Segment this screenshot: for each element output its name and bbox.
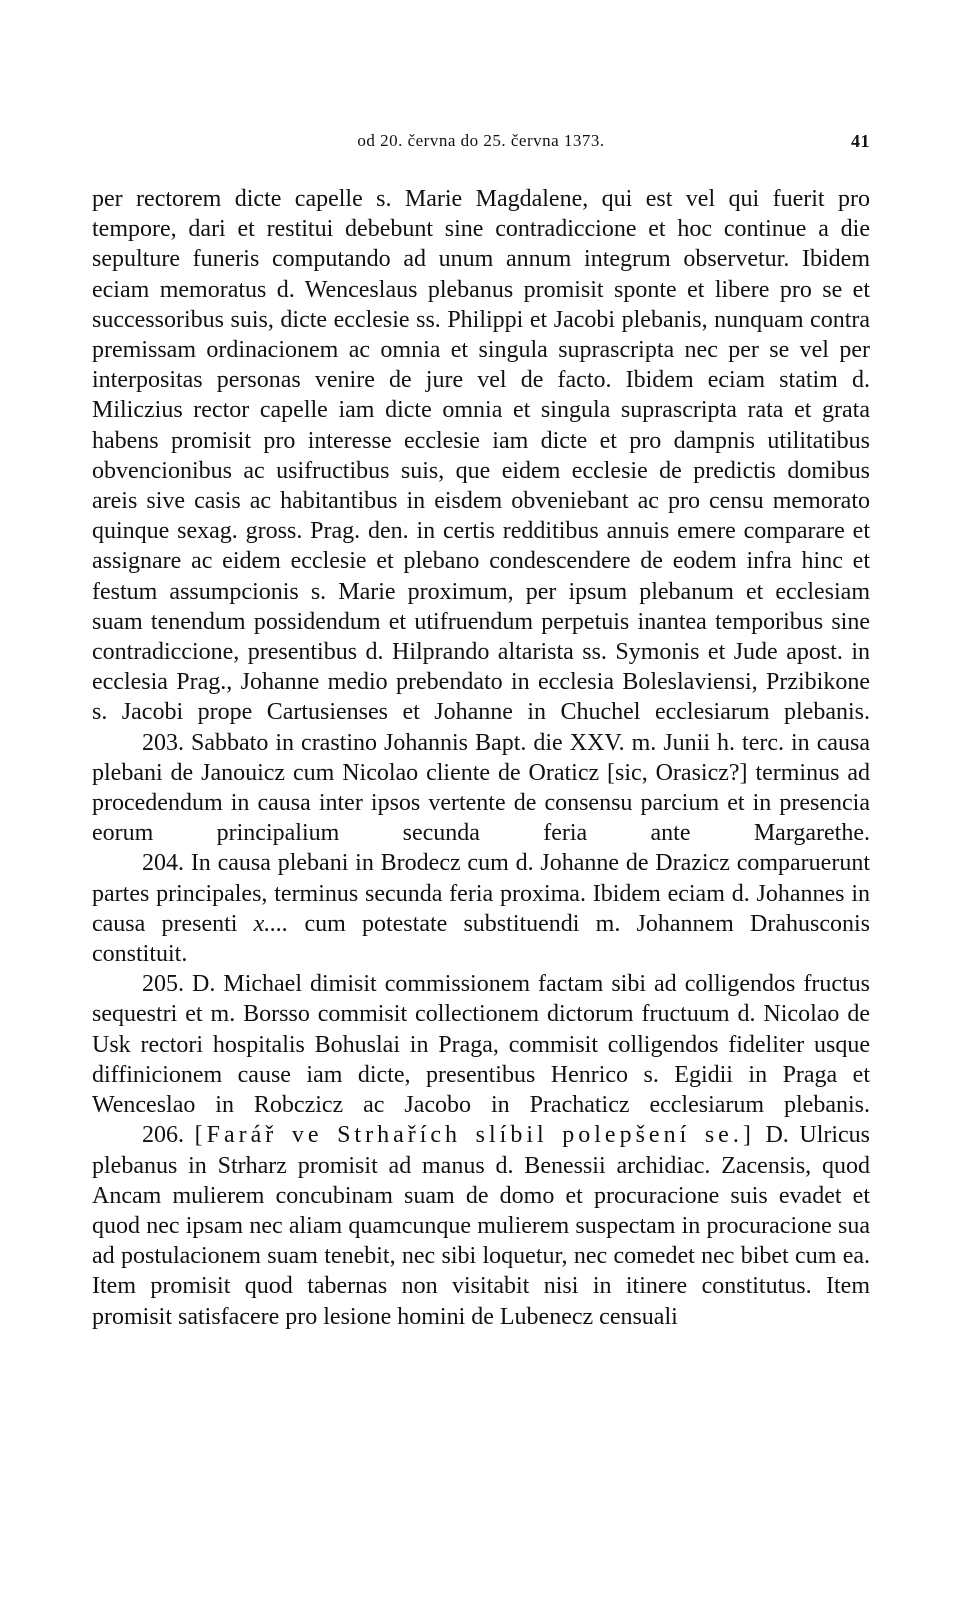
paragraph-text: Sabbato in crastino Johannis Bapt. die XXV. m. Junii h. terc. in causa plebani de Janouicz cum Nicolao cliente de Oraticz [sic, Orasicz?] terminus ad procedendum in causa inter ipsos vertente de consensu parcium et in presencia eorum principalium secunda feria ante Margarethe. — [92, 729, 870, 847]
paragraph-text: D. Michael dimisit commissionem factam sibi ad colligendos fructus sequestri et m. Borsso commisit collectionem dictorum fructuum d. Nicolao de Usk rectori hospitalis Bohuslai in Praga, commisit colligendos fideliter usque diffinicionem cause iam dicte, presentibus Henrico s. Egidii in Praga et Wenceslao in Robczicz ac Jacobo in Prachaticz ecclesiarum plebanis. — [92, 971, 871, 1119]
paragraph-number: 204. — [142, 850, 184, 877]
paragraph-text: In causa plebani in Brodecz cum d. Johanne de Drazicz comparuerunt partes principales, terminus secunda feria proxima. Ibidem eciam d. Johannes in causa presenti — [92, 850, 870, 937]
paragraph-text-continued: cum potestate substituendi m. Johannem Drahusconis constituit. — [92, 910, 870, 968]
body-text — [92, 184, 870, 1332]
paragraph-204 — [92, 848, 870, 969]
paragraph-205 — [92, 969, 870, 1120]
running-header — [92, 131, 870, 157]
omission-symbol: x.... — [253, 910, 289, 937]
paragraph-number: 203. — [142, 729, 184, 756]
paragraph-number: 206. — [142, 1122, 184, 1149]
running-title: od 20. června do 25. června 1373. — [357, 131, 605, 150]
paragraph-203 — [92, 728, 870, 849]
page-number: 41 — [851, 131, 870, 151]
paragraph-text: D. Ulricus plebanus in Strharz promisit ad manus d. Benessii archidiac. Zacensis, quod Ancam mulierem concubinam suam de domo et procuracione suis evadet et quod nec ipsam nec aliam quamcunque mulierem suspectam in procuracione sua ad postulacionem suam tenebit, nec sibi loquetur, nec comedet nec bibet cum ea. Item promisit quod tabernas non visitabit nisi in itinere constitutus. Item promisit satisfacere pro lesione homini de Lubenecz censuali — [92, 1122, 871, 1330]
paragraph-heading: [Farář ve Strhařích slíbil polepšení se.] — [194, 1122, 755, 1149]
paragraph-continuation — [92, 184, 870, 728]
paragraph-number: 205. — [142, 971, 184, 998]
paragraph-206 — [92, 1120, 870, 1331]
paragraph-text: per rectorem dicte capelle s. Marie Magdalene, qui est vel qui fuerit pro tempore, dari et restitui debebunt sine contradiccione et hoc continue a die sepulture funeris computando ad unum annum integrum observetur. Ibidem eciam memoratus d. Wenceslaus plebanus promisit sponte et libere pro se et successoribus suis, dicte ecclesie ss. Philippi et Jacobi plebanis, nunquam contra premissam ordinacionem ac omnia et singula suprascripta nec per se vel per interpositas personas venire de jure vel de facto. Ibidem eciam statim d. Miliczius rector capelle iam dicte omnia et singula suprascripta rata et grata habens promisit pro interesse ecclesie iam dicte et pro dampnis utilitatibus obvencionibus ac usifructibus suis, que eidem ecclesie de predictis domibus areis sive casis ac habitantibus in eisdem obveniebant ac pro censu memorato quinque sexag. gross. Prag. den. in certis redditibus annuis emere comparare et assignare ac eidem ecclesie et plebano condescendere de eodem infra hinc et festum assumpcionis s. Marie proximum, per ipsum plebanum et ecclesiam suam tenendum possidendum et utifruendum perpetuis inantea temporibus sine contradiccione, presentibus d. Hilprando altarista ss. Symonis et Jude apost. in ecclesia Prag., Johanne medio prebendato in ecclesia Boleslaviensi, Przibikone s. Jacobi prope Cartusienses et Johanne in Chuchel ecclesiarum plebanis. — [92, 186, 870, 726]
